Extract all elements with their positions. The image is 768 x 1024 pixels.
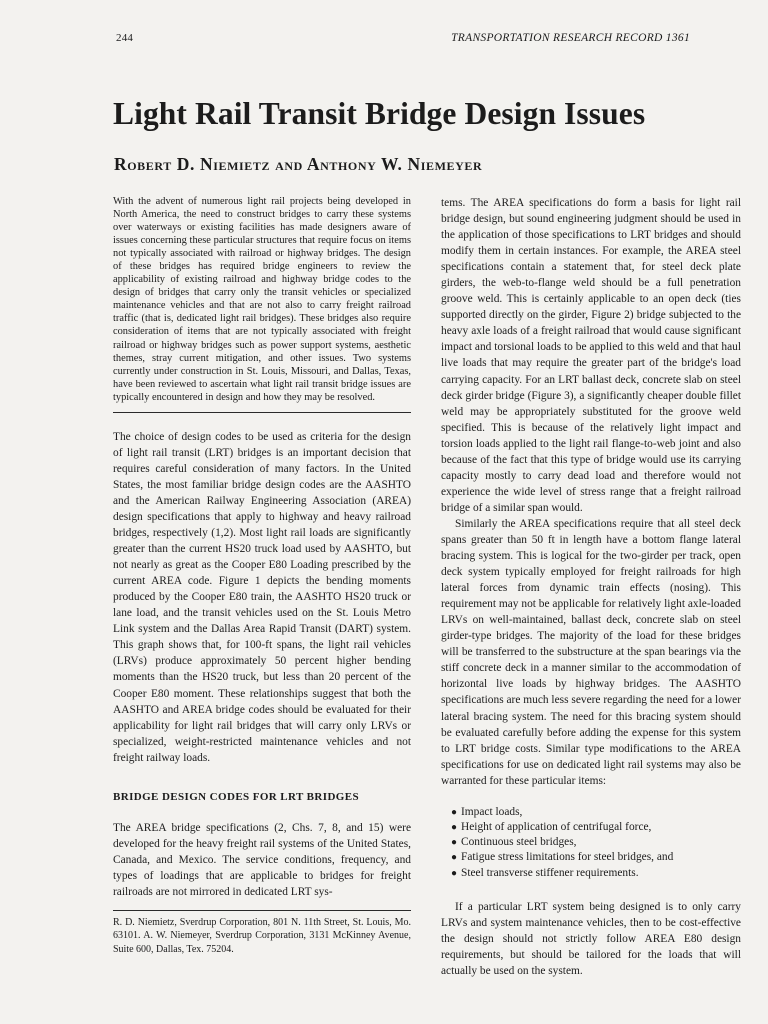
right-paragraph-bracing: Similarly the AREA specifications require that all steel deck spans greater than 50 ft in length have a bottom flange lateral bracing system. This is logical for the two-girder per track, open deck system typically employed for freight railroads for high lateral forces from dynamic train effects (nosing). This requirement may not be applicable for relatively light axle-loaded LRVs on well-maintained, ballast deck, concrete slab on steel girder-type bridges. The majority of the load for these bridges will be transferred to the substructure at the span bearings via the stiff concrete deck in a manner similar to the accommodation of horizontal live loads by highway bridges. The AASHTO specifications are much less severe regarding the need for a lower lateral bracing system. The need for this bracing system should be evaluated carefully before adding the expense for this system to LRT bridge costs. Similar type modifications to the AREA specifications for use on dedicated light rail systems may also be warranted for these particular items: — [441, 517, 741, 787]
article-authors: Robert D. Niemietz and Anthony W. Niemeyer — [114, 154, 483, 174]
intro-paragraph: The choice of design codes to be used as criteria for the design of light rail transit (LRT) bridges is an important decision that requires careful consideration of many factors. In the United States, the most familiar bridge design codes are the AASHTO and the American Railway Engineering Association (AREA) design specifications that apply to highway and heavy railroad bridges, respectively (1,2). Most light rail loads are significantly greater than the current HS20 truck load used by AASHTO, but not nearly as great as the Cooper E80 Loading prescribed by the current AREA code. Figure 1 depicts the bending moments produced by the Cooper E80 train, the AASHTO HS20 truck or lane load, and the transit vehicles used on the St. Louis Metro Link system and the Dallas Area Rapid Transit (DART) system. This graph shows that, for 100-ft spans, the light rail vehicles (LRVs) produce approximately 50 percent higher bending moments than the HS20 truck, but less than 20 percent of the Cooper E80 moment. These relationships suggest that both the AASHTO and AREA bridge codes should be evaluated for their applicability for light rail bridges that will carry only LRVs or specialized, weight-restricted maintenance vehicles and not freight railway loads. — [113, 430, 411, 764]
list-item: ● Steel transverse stiffener requirements. — [451, 866, 741, 881]
list-item: ● Impact loads, — [451, 805, 741, 820]
items-list — [441, 805, 741, 881]
journal-running-head: TRANSPORTATION RESEARCH RECORD 1361 — [451, 32, 690, 44]
page-number: 244 — [116, 32, 134, 44]
closing-paragraph: If a particular LRT system being designed is to only carry LRVs and system maintenance vehicles, then to be cost-effective the design should not strictly follow AREA E80 design requirements, but should be tailored for the loads that will actually be used on the system. — [441, 900, 741, 977]
article-title: Light Rail Transit Bridge Design Issues — [113, 96, 646, 131]
abstract: With the advent of numerous light rail projects being developed in North America, the need to construct bridges to carry these systems over waterways or existing facilities has made designers aware of issues concerning these particular structures that require focus on items not typically associated with railroad or highway bridges. The design of these bridges has required bridge engineers to review the applicability of existing railroad and highway bridge codes to the design of bridges that carry only the transit vehicles or specialized maintenance vehicles and that are not also to carry freight railroad traffic (that is, dedicated light rail bridges). These bridges also require consideration of items that are not typically associated with freight railroad or highway bridges such as power support systems, aesthetic themes, stray current mitigation, and other issues. Two systems currently under construction in St. Louis, Missouri, and Dallas, Texas, have been reviewed to ascertain what light rail transit bridge issues are typically encountered in design and how they may be resolved. — [113, 196, 411, 403]
section-heading: BRIDGE DESIGN CODES FOR LRT BRIDGES — [113, 790, 359, 803]
list-item: ● Height of application of centrifugal force, — [451, 820, 741, 835]
right-paragraph-continued: tems. The AREA specifications do form a basis for light rail bridge design, but sound engineering judgment should be used in the application of those specifications to LRT bridges and should modify them in certain instances. For example, the AREA steel specifications contain a statement that, for steel deck plate girders, the web-to-flange weld should be a full penetration groove weld. This is certainly applicable to an open deck (ties supported directly on the girder, Figure 2) bridge subjected to the heavy axle loads of a freight railroad that would cause significant impact and torsional loads to be applied to this weld and that haul live loads that may require the greater part of the bridge's load carrying capacity. For an LRT ballast deck, concrete slab on steel deck girder bridge (Figure 3), a significantly cheaper double fillet weld may be appropriately substituted for the groove weld specified. This is because of the relatively light impact and torsion loads applied to the light rail flange-to-web joint and also because of the fact that this type of bridge would use its carrying capacity mostly to carry dead load and therefore would not experience the wide level of stress range that a freight railroad bridge of a similar span would. — [441, 197, 741, 514]
bullet-icon: ● — [451, 806, 458, 818]
bullet-icon: ● — [451, 867, 458, 879]
bullet-icon: ● — [451, 837, 458, 849]
list-item: ● Fatigue stress limitations for steel bridges, and — [451, 850, 741, 865]
bullet-icon: ● — [451, 852, 458, 864]
author-affiliations-footnote: R. D. Niemietz, Sverdrup Corporation, 801 N. 11th Street, St. Louis, Mo. 63101. A. W. Niemeyer, Sverdrup Corporation, 3131 McKinney Avenue, Suite 600, Dallas, Tex. 75204. — [113, 916, 411, 955]
right-column — [441, 195, 741, 979]
list-item: ● Continuous steel bridges, — [451, 835, 741, 850]
left-column — [113, 195, 411, 956]
bullet-icon: ● — [451, 821, 458, 833]
section-paragraph: The AREA bridge specifications (2, Chs. 7, 8, and 15) were developed for the heavy freight rail systems of the United States, Canada, and Mexico. The service conditions, frequency, and types of loadings that are applicable to bridges for freight railroads are not mirrored in dedicated LRT sys- — [113, 821, 411, 898]
